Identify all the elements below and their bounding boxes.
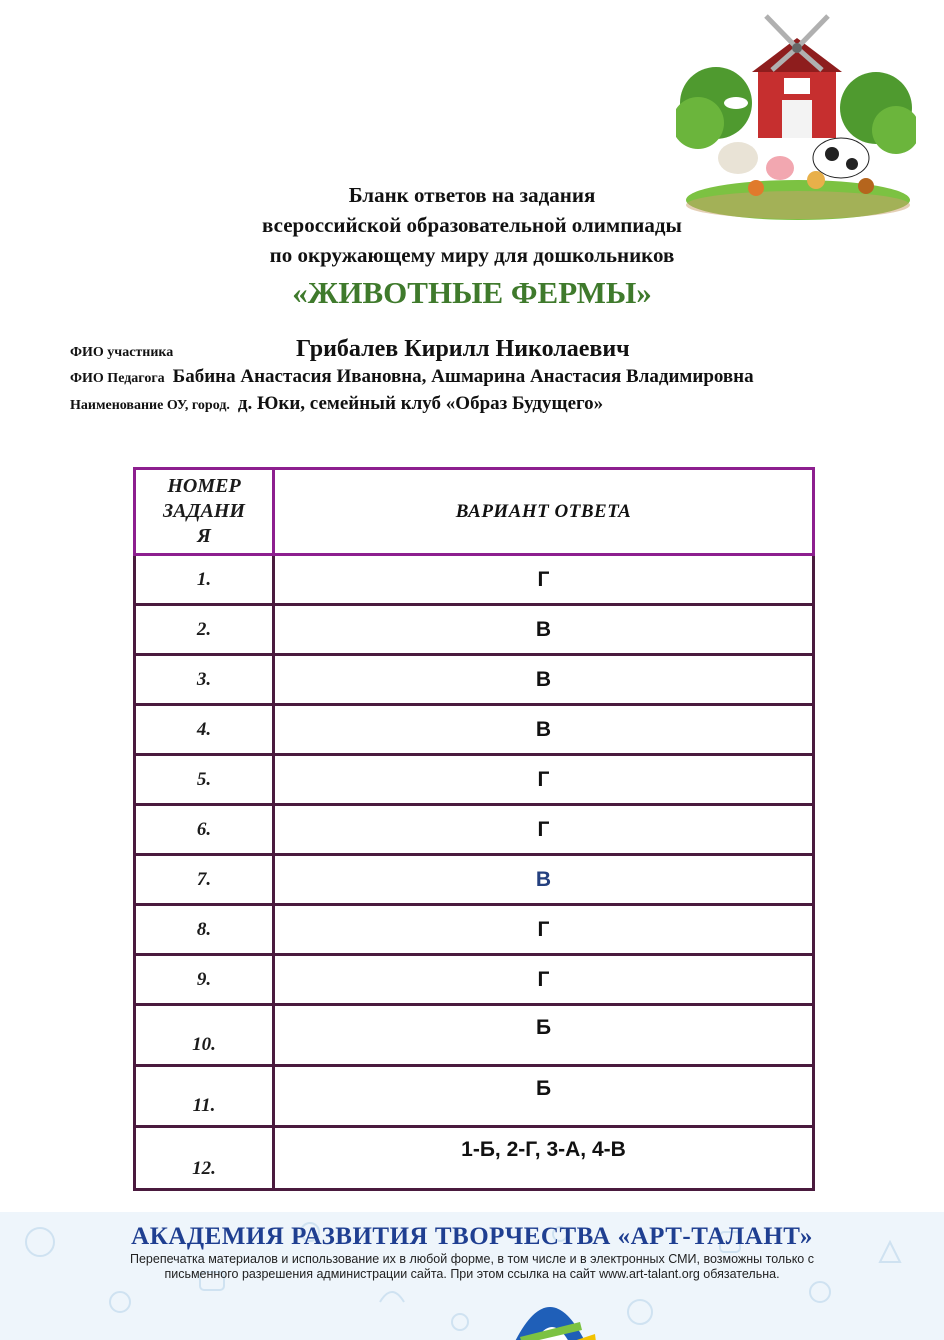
table-row: [135, 655, 814, 705]
copyright-notice-line: Перепечатка материалов и использование их в любой форме, в том числе и в электронных СМИ, возможны только с: [129, 1252, 814, 1266]
answer-cell: Б: [274, 1005, 814, 1066]
table-row: [135, 555, 814, 605]
participant-label: ФИО участника: [70, 345, 174, 360]
copyright-notice-line: письменного разрешения администрации сайта. При этом ссылка на сайт www.art-talant.org обязательна.: [164, 1267, 780, 1281]
answer-cell: В: [274, 855, 814, 905]
answer-cell: Б: [274, 1066, 814, 1127]
table-row: [135, 1127, 814, 1190]
answer-cell: Г: [274, 905, 814, 955]
footer: [0, 1212, 944, 1340]
answer-cell: 1-Б, 2-Г, 3-А, 4-В: [274, 1127, 814, 1190]
answers-table: [133, 467, 815, 1191]
answer-cell: Г: [274, 805, 814, 855]
task-number: 11.: [135, 1066, 274, 1127]
table-row: [135, 955, 814, 1005]
task-number: 1.: [135, 555, 274, 605]
header-line: ЗАДАНИ: [163, 500, 245, 522]
task-number: 6.: [135, 805, 274, 855]
header-line: НОМЕР: [167, 475, 241, 497]
answer-cell: Г: [274, 955, 814, 1005]
art-talant-logo-icon: [500, 1282, 600, 1340]
table-row: [135, 1066, 814, 1127]
task-number: 4.: [135, 705, 274, 755]
title-line: Бланк ответов на задания: [348, 183, 596, 207]
task-number: 8.: [135, 905, 274, 955]
task-number: 10.: [135, 1005, 274, 1066]
academy-name: АКАДЕМИЯ РАЗВИТИЯ ТВОРЧЕСТВА «АРТ-ТАЛАНТ»: [131, 1223, 813, 1250]
table-row: [135, 755, 814, 805]
header-block: [0, 180, 944, 314]
table-header-row: [135, 469, 814, 555]
table-row: [135, 905, 814, 955]
table-row: [135, 1005, 814, 1066]
title-line: всероссийской образовательной олимпиады: [262, 213, 682, 237]
task-number: 5.: [135, 755, 274, 805]
teacher-name: Бабина Анастасия Ивановна, Ашмарина Анастасия Владимировна: [172, 366, 754, 387]
table-row: [135, 805, 814, 855]
task-number: 7.: [135, 855, 274, 905]
table-row: [135, 855, 814, 905]
olympiad-name: «ЖИВОТНЫЕ ФЕРМЫ»: [292, 275, 652, 310]
task-number: 9.: [135, 955, 274, 1005]
org-name: д. Юки, семейный клуб «Образ Будущего»: [237, 393, 604, 414]
task-number-header: [135, 469, 274, 555]
table-row: [135, 605, 814, 655]
answer-cell: В: [274, 705, 814, 755]
task-number: 3.: [135, 655, 274, 705]
teacher-info: [70, 366, 754, 388]
header-line: Я: [197, 525, 211, 547]
participant-info: [70, 336, 630, 363]
answer-cell: В: [274, 605, 814, 655]
task-number: 12.: [135, 1127, 274, 1190]
answer-cell: Г: [274, 755, 814, 805]
answer-cell: Г: [274, 555, 814, 605]
org-info: [70, 393, 603, 415]
task-number: 2.: [135, 605, 274, 655]
title-line: по окружающему миру для дошкольников: [269, 243, 675, 267]
answer-variant-header: ВАРИАНТ ОТВЕТА: [274, 469, 814, 555]
participant-name: Грибалев Кирилл Николаевич: [296, 336, 630, 362]
table-row: [135, 705, 814, 755]
answer-cell: В: [274, 655, 814, 705]
teacher-label: ФИО Педагога: [70, 371, 165, 386]
org-label: Наименование ОУ, город.: [70, 398, 230, 413]
